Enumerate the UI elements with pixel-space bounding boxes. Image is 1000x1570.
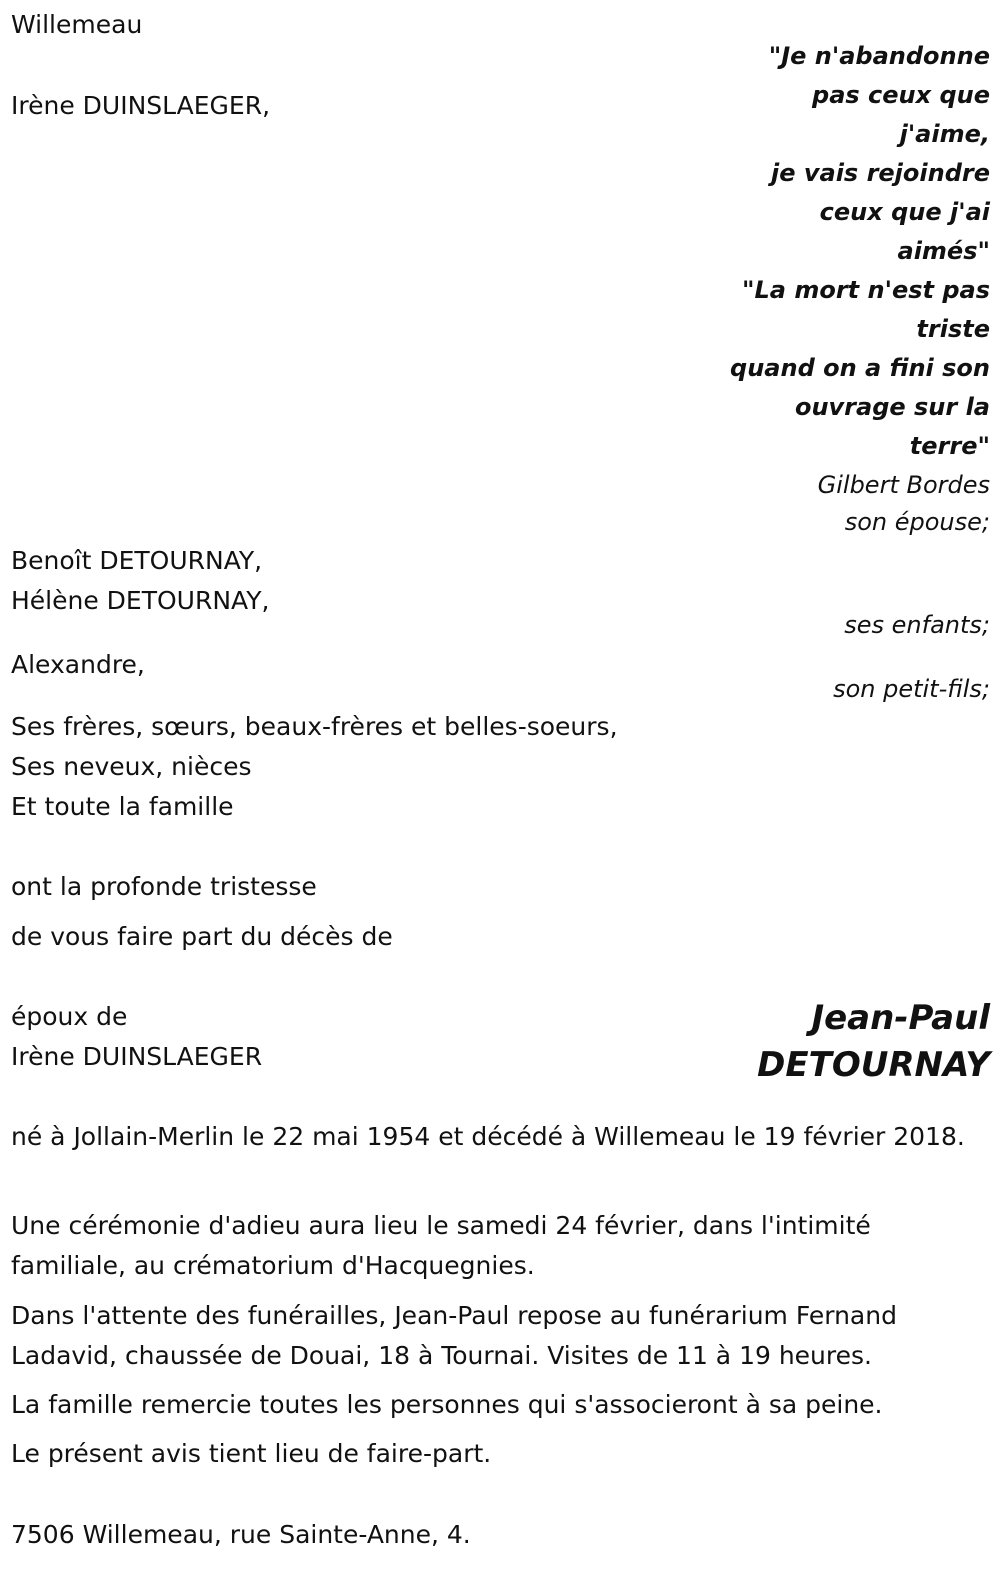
quote-line: "Je n'abandonne bbox=[768, 42, 990, 70]
quote-line: "La mort n'est pas bbox=[742, 276, 990, 304]
quote-line: je vais rejoindre bbox=[771, 159, 990, 187]
quote-author: Gilbert Bordes bbox=[817, 471, 990, 499]
quote-line: j'aime, bbox=[899, 120, 990, 148]
child-name: Hélène DETOURNAY, bbox=[11, 586, 270, 615]
announcement-line: de vous faire part du décès de bbox=[11, 922, 393, 951]
spouse-name: Irène DUINSLAEGER, bbox=[11, 91, 271, 120]
announcement-line: ont la profonde tristesse bbox=[11, 872, 317, 901]
deceased-spouse-name: Irène DUINSLAEGER bbox=[11, 1042, 263, 1071]
family-line: Et toute la famille bbox=[11, 792, 234, 821]
role-grandson: son petit-fils; bbox=[833, 675, 990, 703]
spouse-label: époux de bbox=[11, 1002, 128, 1031]
family-line: Ses frères, sœurs, beaux-frères et belles-soeurs, bbox=[11, 712, 618, 741]
quote-line: triste bbox=[916, 315, 990, 343]
quote-line: quand on a fini son bbox=[730, 354, 990, 382]
deceased-last-name: DETOURNAY bbox=[757, 1045, 990, 1085]
detail-paragraph: La famille remercie toutes les personnes qui s'associeront à sa peine. bbox=[11, 1390, 883, 1419]
quote-block bbox=[690, 37, 990, 466]
detail-paragraph: Le présent avis tient lieu de faire-part. bbox=[11, 1439, 492, 1468]
family-line: Ses neveux, nièces bbox=[11, 752, 252, 781]
quote-line: ceux que j'ai bbox=[819, 198, 990, 226]
quote-line: terre" bbox=[909, 432, 990, 460]
quote-line: ouvrage sur la bbox=[794, 393, 990, 421]
detail-paragraph: né à Jollain-Merlin le 22 mai 1954 et décédé à Willemeau le 19 février 2018. bbox=[11, 1122, 965, 1151]
detail-paragraph: Une cérémonie d'adieu aura lieu le samedi 24 février, dans l'intimité familiale, au crématorium d'Hacquegnies. bbox=[11, 1211, 871, 1280]
deceased-first-name: Jean-Paul bbox=[811, 998, 990, 1038]
role-children: ses enfants; bbox=[844, 611, 990, 639]
grandson-name: Alexandre, bbox=[11, 650, 145, 679]
place-name: Willemeau bbox=[11, 10, 143, 39]
quote-line: pas ceux que bbox=[812, 81, 990, 109]
detail-paragraph: Dans l'attente des funérailles, Jean-Paul repose au funérarium Fernand Ladavid, chaussée de Douai, 18 à Tournai. Visites de 11 à 19 heures. bbox=[11, 1301, 897, 1370]
quote-line: aimés" bbox=[897, 237, 990, 265]
child-name: Benoît DETOURNAY, bbox=[11, 546, 263, 575]
role-spouse: son épouse; bbox=[844, 508, 990, 536]
address: 7506 Willemeau, rue Sainte-Anne, 4. bbox=[11, 1520, 471, 1549]
